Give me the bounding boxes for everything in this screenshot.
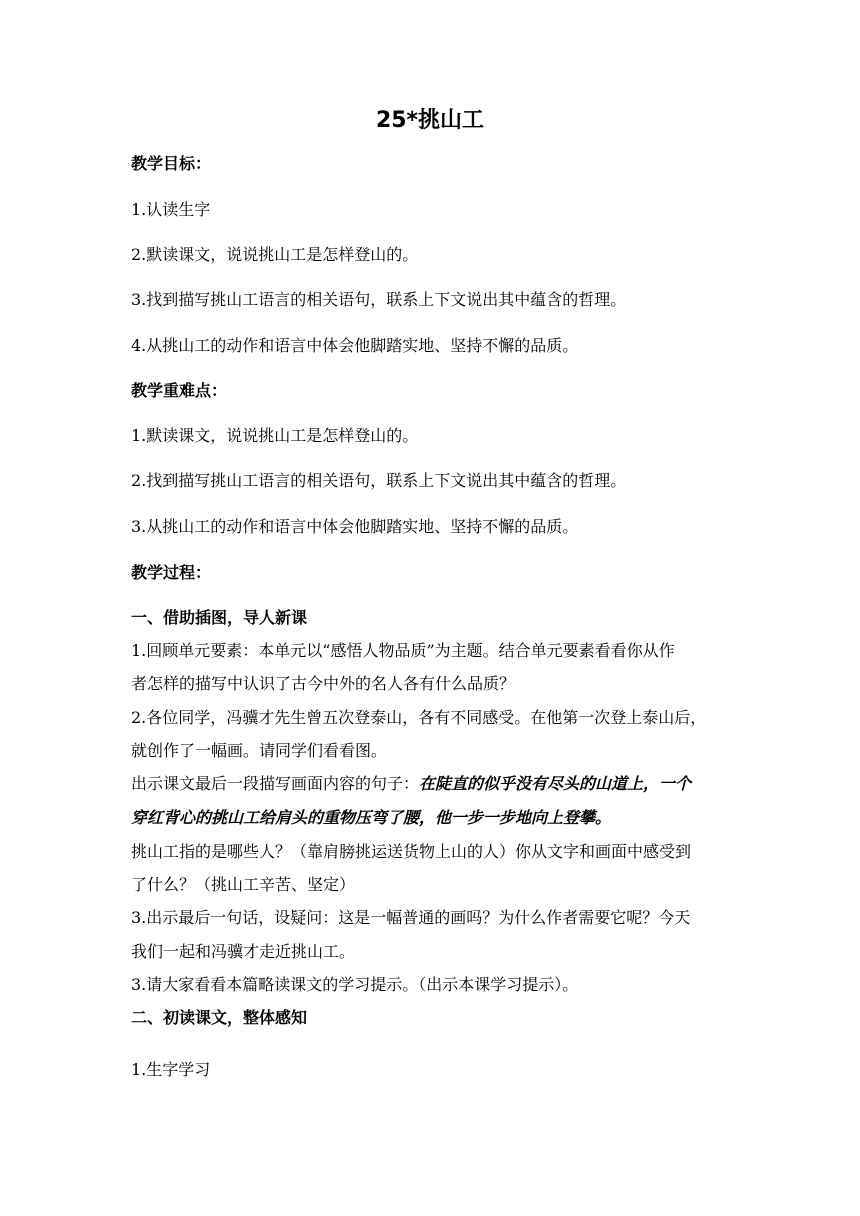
paragraph-line: 3.请大家看看本篇略读课文的学习提示。（出示本课学习提示）。 <box>131 975 579 994</box>
process-heading: 教学过程： <box>131 563 212 582</box>
quote-line <box>131 772 731 796</box>
paragraph-line: 挑山工指的是哪些人？（靠肩膀挑运送货物上山的人）你从文字和画面中感受到 <box>131 842 692 861</box>
goal-item: 3.找到描写挑山工语言的相关语句，联系上下文说出其中蕴含的哲理。 <box>131 290 627 309</box>
document-title: 25*挑山工 <box>375 108 485 133</box>
quote-intro: 出示课文最后一段描写画面内容的句子： <box>131 774 420 793</box>
goal-item: 1.认读生字 <box>131 200 211 219</box>
key-point-item: 3.从挑山工的动作和语言中体会他脚踏实地、坚持不懈的品质。 <box>131 517 579 536</box>
paragraph-line: 3.出示最后一句话，设疑问：这是一幅普通的画吗？为什么作者需要它呢？今天 <box>131 908 691 927</box>
part1-heading: 一、借助插图，导人新课 <box>131 608 308 627</box>
paragraph-line: 我们一起和冯骥才走近挑山工。 <box>131 942 356 961</box>
goals-heading: 教学目标： <box>131 154 212 173</box>
quote-emphasis: 穿红背心的挑山工给肩头的重物压弯了腰，他一步一步地向上登攀。 <box>131 808 612 827</box>
paragraph-line: 者怎样的描写中认识了古今中外的名人各有什么品质？ <box>131 674 516 693</box>
paragraph-line: 了什么？（挑山工辛苦、坚定） <box>131 875 356 894</box>
key-points-heading: 教学重难点： <box>131 381 228 400</box>
key-point-item: 1.默读课文，说说挑山工是怎样登山的。 <box>131 426 419 445</box>
paragraph-line: 2.各位同学，冯骥才先生曾五次登泰山，各有不同感受。在他第一次登上泰山后， <box>131 708 707 727</box>
paragraph-line: 1.生字学习 <box>131 1060 211 1079</box>
goal-item: 2.默读课文，说说挑山工是怎样登山的。 <box>131 245 419 264</box>
paragraph-line: 1.回顾单元要素：本单元以“感悟人物品质”为主题。结合单元要素看看你从作 <box>131 641 675 660</box>
key-point-item: 2.找到描写挑山工语言的相关语句，联系上下文说出其中蕴含的哲理。 <box>131 471 627 490</box>
goal-item: 4.从挑山工的动作和语言中体会他脚踏实地、坚持不懈的品质。 <box>131 336 579 355</box>
paragraph-line: 就创作了一幅画。请同学们看看图。 <box>131 741 388 760</box>
quote-emphasis: 在陡直的似乎没有尽头的山道上，一个 <box>419 774 692 793</box>
part2-heading: 二、初读课文，整体感知 <box>131 1008 308 1027</box>
